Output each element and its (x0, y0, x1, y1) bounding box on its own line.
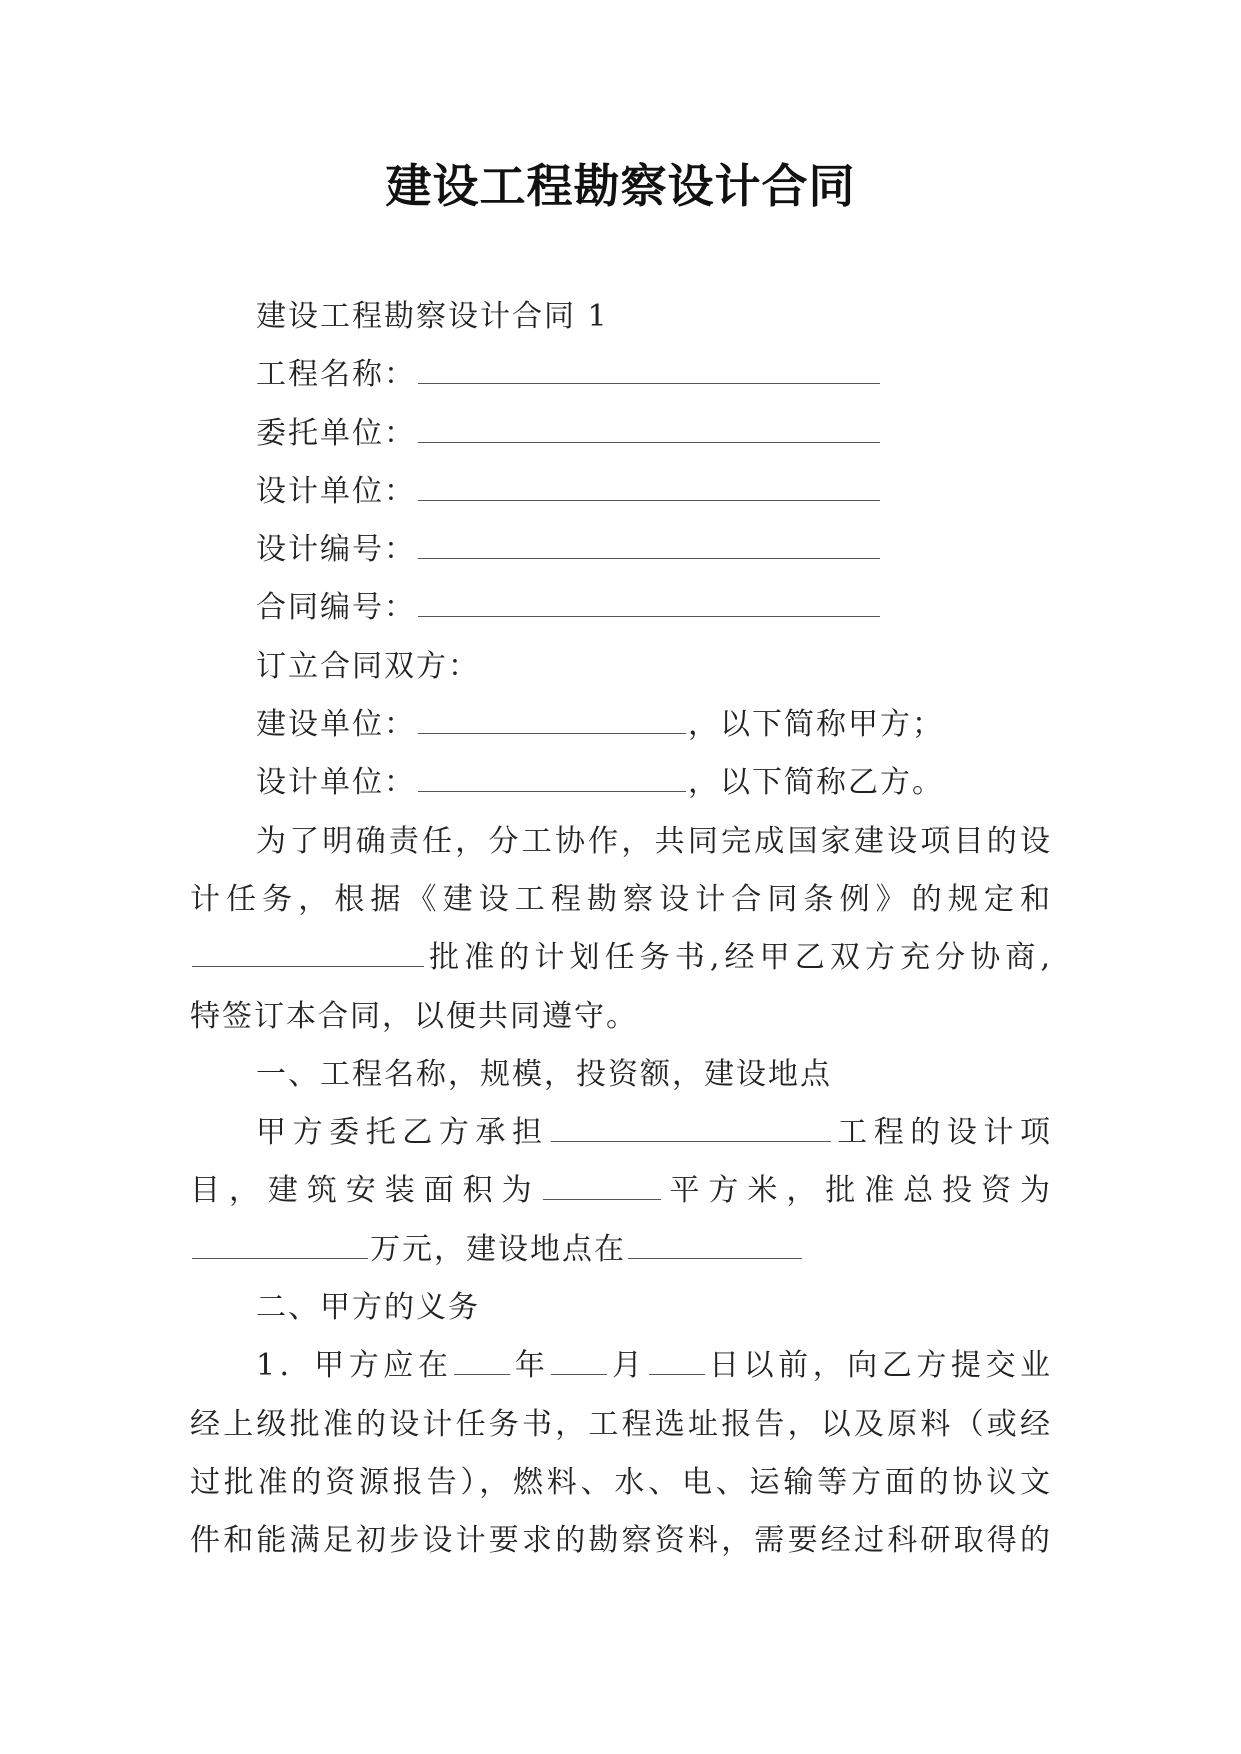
project-blank (551, 1140, 831, 1142)
field-design-unit (190, 463, 1052, 521)
contract-subtitle: 建设工程勘察设计合同 1 (256, 299, 609, 334)
field-contract-no (190, 579, 1052, 637)
field-label: 工程名称： (256, 357, 416, 393)
page-title: 建设工程勘察设计合同 (385, 159, 856, 213)
parties-heading: 订立合同双方： (256, 648, 480, 684)
para1-line4: 特签订本合同，以便共同遵守。 (190, 998, 638, 1034)
section1-line3: 万元，建设地点在 (190, 1221, 1052, 1279)
day-blank (649, 1373, 705, 1375)
para1-line1: 为了明确责任，分工协作，共同完成国家建设项目的设 (256, 823, 1052, 859)
section1-heading: 一、工程名称，规模，投资额，建设地点 (256, 1056, 832, 1092)
party-a-label: 建设单位： (256, 707, 416, 743)
field-blank (418, 557, 880, 559)
party-b-suffix: ，以下简称乙方。 (688, 765, 944, 801)
area-blank (543, 1198, 661, 1200)
field-label: 设计单位： (256, 473, 416, 509)
party-b-line (190, 754, 1052, 812)
field-project-name (190, 346, 1052, 404)
field-label: 委托单位： (256, 415, 416, 451)
plan-approval-blank (192, 965, 424, 967)
location-blank (628, 1257, 802, 1259)
investment-blank (192, 1257, 368, 1259)
section1-line2: 目，建筑安装面积为 平方米，批准总投资为 (190, 1173, 1053, 1209)
field-design-no (190, 521, 1052, 579)
section2-line4: 件和能满足初步设计要求的勘察资料，需要经过科研取得的 (190, 1523, 1052, 1559)
party-a-line (190, 696, 1052, 754)
section1-line1: 甲方委托乙方承担 工程的设计项 (256, 1115, 1053, 1151)
para1-line3: 批准的计划任务书,经甲乙双方充分协商, (190, 929, 1052, 987)
field-label: 合同编号： (256, 590, 416, 626)
section2-line2: 经上级批准的设计任务书，工程选址报告，以及原料（或经 (190, 1406, 1052, 1442)
contract-body (190, 288, 1052, 1571)
field-blank (418, 499, 880, 501)
month-blank (551, 1373, 607, 1375)
section2-heading: 二、甲方的义务 (256, 1290, 480, 1326)
field-blank (418, 615, 880, 617)
year-blank (454, 1373, 510, 1375)
party-b-blank (418, 790, 686, 792)
party-a-blank (418, 732, 686, 734)
section2-line3: 过批准的资源报告），燃料、水、电、运输等方面的协议文 (190, 1464, 1052, 1500)
field-blank (418, 382, 880, 384)
party-b-label: 设计单位： (256, 765, 416, 801)
field-blank (418, 441, 880, 443)
field-label: 设计编号： (256, 532, 416, 568)
party-a-suffix: ，以下简称甲方； (688, 707, 944, 743)
field-client-unit (190, 405, 1052, 463)
para1-line2: 计任务，根据《建设工程勘察设计合同条例》的规定和 (190, 881, 1052, 917)
section2-line1: 1．甲方应在 年 月 日以前，向乙方提交业 (256, 1348, 1052, 1384)
